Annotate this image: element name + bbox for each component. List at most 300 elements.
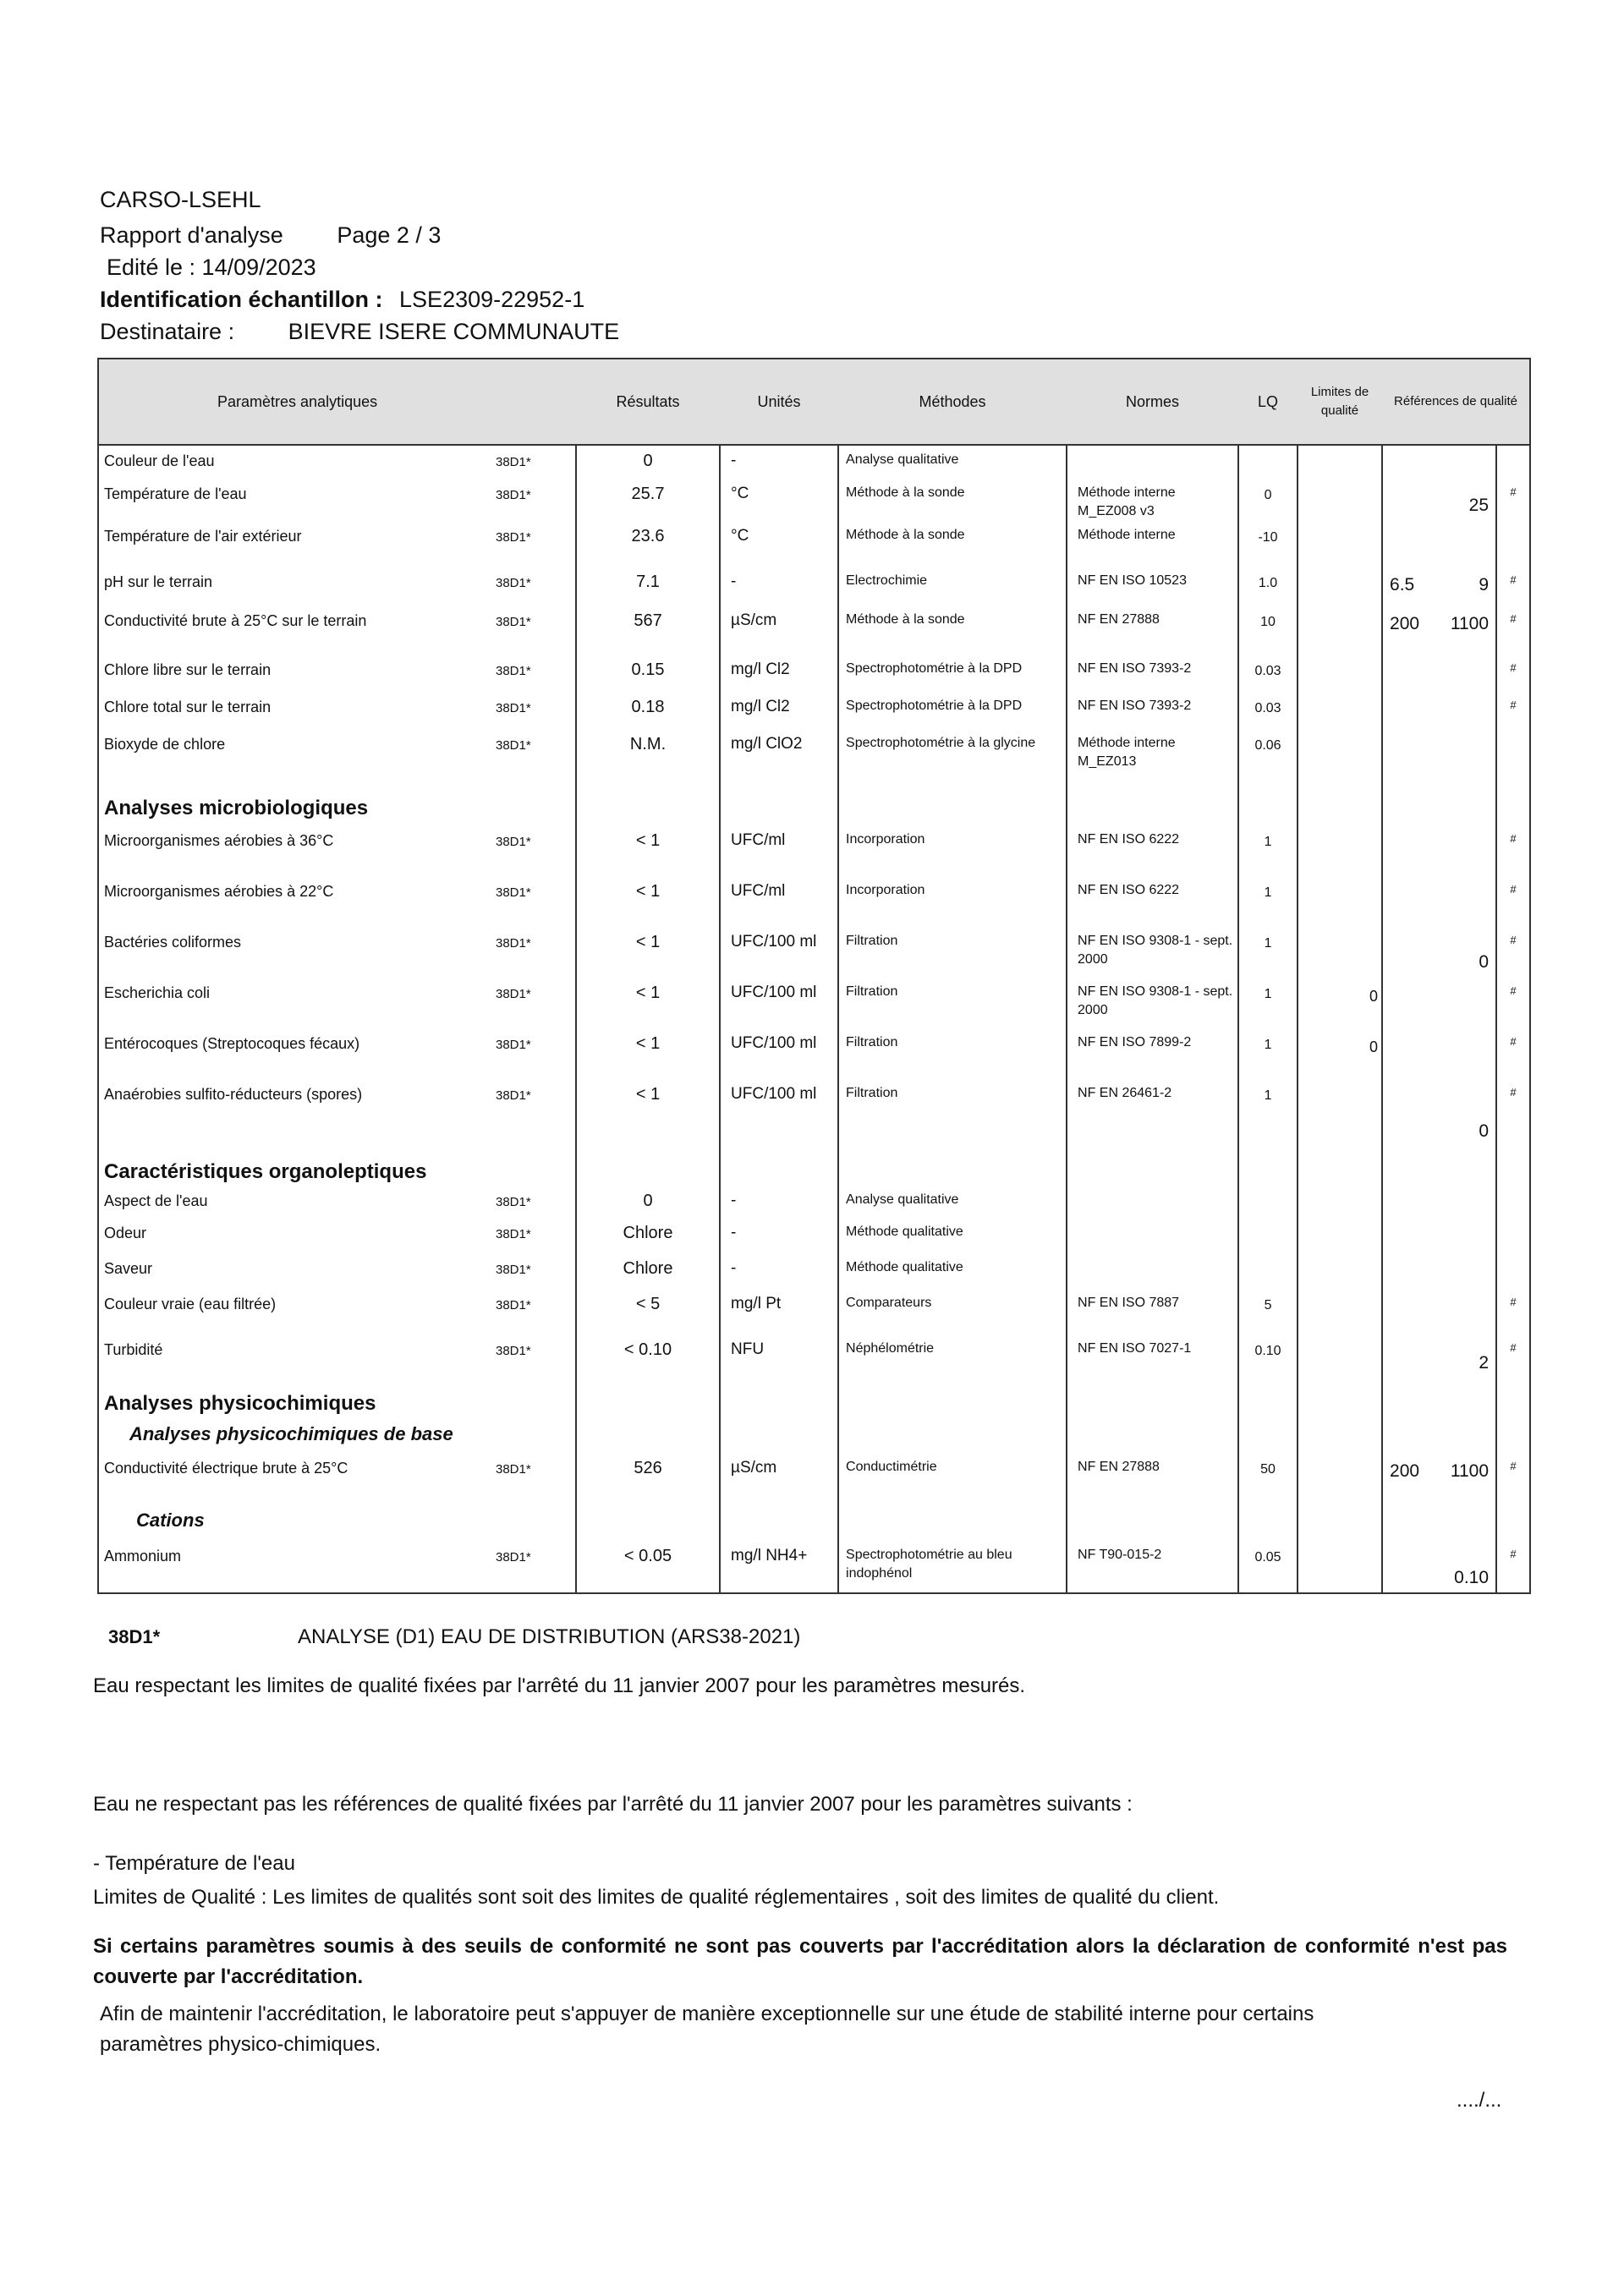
norm: NF EN ISO 7393-2 <box>1067 692 1238 729</box>
empty-cell <box>838 1419 1067 1453</box>
param-name: Saveur <box>98 1253 462 1289</box>
table-row <box>98 1186 1530 1218</box>
empty-cell <box>1382 783 1496 825</box>
empty-cell <box>1238 783 1298 825</box>
table-row <box>98 567 1530 606</box>
norm: NF EN 27888 <box>1067 1453 1238 1509</box>
empty-cell <box>1496 1378 1530 1419</box>
unit: UFC/ml <box>720 876 838 927</box>
quality-reference <box>1382 445 1496 479</box>
result-value: 567 <box>576 606 720 655</box>
param-name: Microorganismes aérobies à 36°C <box>98 825 462 876</box>
empty-cell <box>1067 1378 1238 1419</box>
lq-value: 1 <box>1238 927 1298 978</box>
result-value: 526 <box>576 1453 720 1509</box>
param-name: Microorganismes aérobies à 22°C <box>98 876 462 927</box>
quality-reference <box>1382 606 1496 655</box>
quality-limit <box>1298 1253 1382 1289</box>
reference-range <box>1390 573 1489 597</box>
param-name: Bactéries coliformes <box>98 927 462 978</box>
empty-cell <box>1298 1419 1382 1453</box>
empty-cell <box>1238 1378 1298 1419</box>
quality-reference <box>1382 978 1496 1028</box>
accreditation-mark: # <box>1496 1289 1530 1334</box>
accreditation-mark: # <box>1496 655 1530 692</box>
result-value: 0.15 <box>576 655 720 692</box>
method: Incorporation <box>838 876 1067 927</box>
quality-reference <box>1382 655 1496 692</box>
norm: NF T90-015-2 <box>1067 1541 1238 1593</box>
unit: °C <box>720 479 838 521</box>
table-row <box>98 729 1530 783</box>
quality-reference <box>1382 729 1496 783</box>
norm <box>1067 1186 1238 1218</box>
accreditation-mark: # <box>1496 1079 1530 1147</box>
analysis-code: 38D1* <box>496 455 531 469</box>
empty-cell <box>462 1378 576 1419</box>
method: Spectrophotométrie à la DPD <box>838 692 1067 729</box>
quality-limit <box>1298 692 1382 729</box>
lq-value: 1 <box>1238 978 1298 1028</box>
subsection-title: Cations <box>98 1509 462 1541</box>
norm: NF EN ISO 7899-2 <box>1067 1028 1238 1079</box>
subsection-heading-row <box>98 1419 1530 1453</box>
table-row <box>98 445 1530 479</box>
reference-max: 1100 <box>1450 614 1490 633</box>
method: Analyse qualitative <box>838 445 1067 479</box>
norm: NF EN ISO 10523 <box>1067 567 1238 606</box>
analysis-code: 38D1* <box>496 615 531 629</box>
quality-limit <box>1298 479 1382 521</box>
param-name: Température de l'air extérieur <box>98 521 462 567</box>
unit: UFC/100 ml <box>720 927 838 978</box>
reference-value: 0 <box>1479 952 1490 972</box>
reference-max: 1100 <box>1450 1461 1490 1481</box>
quality-limit <box>1298 1334 1382 1378</box>
norm: NF EN ISO 9308-1 - sept. 2000 <box>1067 978 1238 1028</box>
limits-note: Limites de Qualité : Les limites de qualités sont soit des limites de qualité réglementaires , soit des limites de qualité du client. <box>93 1886 1220 1909</box>
quality-limit <box>1298 445 1382 479</box>
result-value: 7.1 <box>576 567 720 606</box>
quality-reference <box>1382 567 1496 606</box>
table-row <box>98 825 1530 876</box>
unit: - <box>720 1218 838 1253</box>
method: Spectrophotométrie à la DPD <box>838 655 1067 692</box>
col-lq: LQ <box>1238 359 1298 445</box>
reference-value: 0 <box>1479 1121 1490 1141</box>
result-value: < 1 <box>576 1079 720 1147</box>
noncompliance-text: Eau ne respectant pas les références de qualité fixées par l'arrêté du 11 janvier 2007 pour les paramètres suivants : <box>93 1793 1133 1816</box>
result-value: 23.6 <box>576 521 720 567</box>
col-references: Références de qualité <box>1382 359 1530 445</box>
method: Filtration <box>838 978 1067 1028</box>
result-value: 0 <box>576 1186 720 1218</box>
quality-reference <box>1382 479 1496 521</box>
unit: mg/l Cl2 <box>720 692 838 729</box>
sample-id: LSE2309-22952-1 <box>399 287 585 312</box>
method: Méthode qualitative <box>838 1253 1067 1289</box>
empty-cell <box>462 1419 576 1453</box>
param-name: Entérocoques (Streptocoques fécaux) <box>98 1028 462 1079</box>
quality-reference <box>1382 1289 1496 1334</box>
param-name: Escherichia coli <box>98 978 462 1028</box>
reference-value: 2 <box>1479 1353 1490 1373</box>
unit: NFU <box>720 1334 838 1378</box>
param-name: Bioxyde de chlore <box>98 729 462 783</box>
quality-limit <box>1298 521 1382 567</box>
empty-cell <box>838 1147 1067 1186</box>
accreditation-mark: # <box>1496 1453 1530 1509</box>
analysis-code: 38D1* <box>496 1298 531 1312</box>
accreditation-mark <box>1496 1253 1530 1289</box>
empty-cell <box>1382 1147 1496 1186</box>
unit: - <box>720 1253 838 1289</box>
analysis-code: 38D1* <box>462 1541 576 1593</box>
quality-reference <box>1382 692 1496 729</box>
empty-cell <box>1382 1419 1496 1453</box>
quality-reference <box>1382 1218 1496 1253</box>
empty-cell <box>1298 1509 1382 1541</box>
accreditation-mark: # <box>1496 692 1530 729</box>
method: Méthode à la sonde <box>838 606 1067 655</box>
empty-cell <box>576 1419 720 1453</box>
empty-cell <box>576 1378 720 1419</box>
empty-cell <box>462 783 576 825</box>
method: Incorporation <box>838 825 1067 876</box>
empty-cell <box>1067 1419 1238 1453</box>
table-header <box>98 359 1530 445</box>
analysis-code: 38D1* <box>496 885 531 900</box>
stability-note: Afin de maintenir l'accréditation, le laboratoire peut s'appuyer de manière exceptionnelle sur une étude de stabilité interne pour certains paramètres physico-chimiques. <box>100 2003 1314 2056</box>
norm <box>1067 1218 1238 1253</box>
result-value: < 0.10 <box>576 1334 720 1378</box>
unit: UFC/100 ml <box>720 1079 838 1147</box>
result-value: < 1 <box>576 927 720 978</box>
empty-cell <box>1298 1378 1382 1419</box>
table-row <box>98 606 1530 655</box>
sample-label: Identification échantillon : <box>100 287 383 312</box>
accreditation-mark <box>1496 521 1530 567</box>
empty-cell <box>1067 783 1238 825</box>
empty-cell <box>1238 1419 1298 1453</box>
footer-code-desc: ANALYSE (D1) EAU DE DISTRIBUTION (ARS38-2021) <box>298 1625 801 1648</box>
accreditation-mark: # <box>1496 479 1530 521</box>
param-name: Chlore total sur le terrain <box>98 692 462 729</box>
lq-value <box>1238 1186 1298 1218</box>
norm <box>1067 1253 1238 1289</box>
empty-cell <box>838 783 1067 825</box>
norm: NF EN 27888 <box>1067 606 1238 655</box>
unit: µS/cm <box>720 1453 838 1509</box>
table-row <box>98 479 1530 521</box>
quality-reference <box>1382 1028 1496 1079</box>
empty-cell <box>576 1509 720 1541</box>
empty-cell <box>576 783 720 825</box>
continuation-mark: ..../... <box>1457 2089 1502 2112</box>
accreditation-mark <box>1496 1186 1530 1218</box>
analysis-code: 38D1* <box>496 987 531 1001</box>
accreditation-mark: # <box>1496 876 1530 927</box>
lq-value: 0.06 <box>1238 729 1298 783</box>
result-value: Chlore <box>576 1253 720 1289</box>
unit: UFC/100 ml <box>720 978 838 1028</box>
quality-limit <box>1298 606 1382 655</box>
analysis-code: 38D1* <box>496 530 531 545</box>
param-name: Ammonium <box>98 1541 462 1593</box>
lq-value: 1 <box>1238 825 1298 876</box>
lq-value: 1.0 <box>1238 567 1298 606</box>
quality-reference <box>1382 1453 1496 1509</box>
reference-value: 25 <box>1468 496 1490 515</box>
quality-limit <box>1298 825 1382 876</box>
table-row <box>98 876 1530 927</box>
method: Méthode qualitative <box>838 1218 1067 1253</box>
empty-cell <box>720 783 838 825</box>
param-name: Température de l'eau <box>98 479 462 521</box>
accreditation-mark: # <box>1496 1541 1530 1593</box>
table-row <box>98 1028 1530 1079</box>
results-table <box>97 358 1531 1594</box>
quality-limit <box>1298 1289 1382 1334</box>
quality-limit <box>1298 1218 1382 1253</box>
param-name: Chlore libre sur le terrain <box>98 655 462 692</box>
quality-limit <box>1298 876 1382 927</box>
method: Méthode à la sonde <box>838 521 1067 567</box>
subsection-heading-row <box>98 1509 1530 1541</box>
norm: NF EN ISO 7887 <box>1067 1289 1238 1334</box>
lq-value: 1 <box>1238 876 1298 927</box>
quality-reference <box>1382 1334 1496 1378</box>
norm: NF EN ISO 9308-1 - sept. 2000 <box>1067 927 1238 978</box>
reference-min: 200 <box>1390 614 1420 633</box>
quality-limit <box>1298 1079 1382 1147</box>
empty-cell <box>1067 1509 1238 1541</box>
quality-limit <box>1298 927 1382 978</box>
param-name: Conductivité électrique brute à 25°C <box>98 1453 462 1509</box>
lq-value <box>1238 1253 1298 1289</box>
norm: NF EN ISO 7393-2 <box>1067 655 1238 692</box>
result-value: 0 <box>576 445 720 479</box>
table-row <box>98 1541 1530 1593</box>
edit-date: Edité le : 14/09/2023 <box>107 255 316 280</box>
norm: Méthode interne M_EZ013 <box>1067 729 1238 783</box>
param-name: Couleur vraie (eau filtrée) <box>98 1289 462 1334</box>
empty-cell <box>462 1147 576 1186</box>
empty-cell <box>720 1378 838 1419</box>
reference-max: 9 <box>1479 575 1490 595</box>
accreditation-mark <box>1496 1218 1530 1253</box>
unit: - <box>720 445 838 479</box>
lq-value: 0 <box>1238 479 1298 521</box>
method: Analyse qualitative <box>838 1186 1067 1218</box>
recipient <box>100 316 619 347</box>
unit: UFC/100 ml <box>720 1028 838 1079</box>
empty-cell <box>1382 1378 1496 1419</box>
result-value: < 0.05 <box>576 1541 720 1593</box>
quality-limit <box>1298 1453 1382 1509</box>
col-limits: Limites de qualité <box>1298 359 1382 445</box>
unit: - <box>720 1186 838 1218</box>
lq-value <box>1238 1218 1298 1253</box>
norm <box>1067 445 1238 479</box>
accreditation-mark: # <box>1496 978 1530 1028</box>
empty-cell <box>462 1509 576 1541</box>
param-name: pH sur le terrain <box>98 567 462 606</box>
table-row <box>98 1218 1530 1253</box>
accreditation-mark: # <box>1496 927 1530 978</box>
empty-cell <box>1496 1147 1530 1186</box>
analysis-code: 38D1* <box>496 1038 531 1052</box>
empty-cell <box>1238 1147 1298 1186</box>
compliance-text: Eau respectant les limites de qualité fixées par l'arrêté du 11 janvier 2007 pour les paramètres mesurés. <box>93 1674 1026 1697</box>
lq-value: 0.10 <box>1238 1334 1298 1378</box>
analysis-code: 38D1* <box>496 1195 531 1209</box>
empty-cell <box>838 1378 1067 1419</box>
result-value: < 1 <box>576 876 720 927</box>
lq-value: 10 <box>1238 606 1298 655</box>
table-row <box>98 1253 1530 1289</box>
table-row <box>98 1289 1530 1334</box>
table-row <box>98 978 1530 1028</box>
unit: °C <box>720 521 838 567</box>
lq-value <box>1238 445 1298 479</box>
lq-value: 1 <box>1238 1028 1298 1079</box>
col-methods: Méthodes <box>838 359 1067 445</box>
param-name: Aspect de l'eau <box>98 1186 462 1218</box>
accreditation-mark <box>1496 729 1530 783</box>
empty-cell <box>1298 1147 1382 1186</box>
reference-range <box>1390 612 1489 636</box>
unit: mg/l ClO2 <box>720 729 838 783</box>
norm: NF EN ISO 6222 <box>1067 876 1238 927</box>
lq-value: 5 <box>1238 1289 1298 1334</box>
quality-reference <box>1382 927 1496 978</box>
norm: NF EN ISO 7027-1 <box>1067 1334 1238 1378</box>
footer-code: 38D1* <box>108 1626 161 1647</box>
lab-name: CARSO-LSEHL <box>100 187 261 212</box>
method: Néphélométrie <box>838 1334 1067 1378</box>
section-heading-row <box>98 1378 1530 1419</box>
recipient-label: Destinataire : <box>100 319 235 344</box>
table-row <box>98 927 1530 978</box>
unit: mg/l NH4+ <box>720 1541 838 1593</box>
reference-min: 200 <box>1390 1461 1420 1481</box>
method: Spectrophotométrie à la glycine <box>838 729 1067 783</box>
accreditation-mark: # <box>1496 567 1530 606</box>
analysis-code: 38D1* <box>496 701 531 715</box>
lq-value: 0.03 <box>1238 655 1298 692</box>
norm: Méthode interne <box>1067 521 1238 567</box>
param-name: Couleur de l'eau <box>98 445 462 479</box>
lq-value: -10 <box>1238 521 1298 567</box>
lq-value: 0.03 <box>1238 692 1298 729</box>
norm: NF EN 26461-2 <box>1067 1079 1238 1147</box>
table-row <box>98 655 1530 692</box>
result-value: < 1 <box>576 825 720 876</box>
norm: NF EN ISO 6222 <box>1067 825 1238 876</box>
accreditation-mark: # <box>1496 606 1530 655</box>
quality-reference <box>1382 521 1496 567</box>
analysis-code: 38D1* <box>496 1462 531 1477</box>
result-value: Chlore <box>576 1218 720 1253</box>
page-number: Page 2 / 3 <box>337 222 442 248</box>
analysis-code: 38D1* <box>496 488 531 502</box>
section-title: Analyses physicochimiques <box>98 1378 462 1419</box>
unit: - <box>720 567 838 606</box>
quality-limit <box>1298 1186 1382 1218</box>
empty-cell <box>720 1147 838 1186</box>
method: Conductimétrie <box>838 1453 1067 1509</box>
analysis-code: 38D1* <box>496 1227 531 1241</box>
result-value: 25.7 <box>576 479 720 521</box>
analysis-code: 38D1* <box>496 664 531 678</box>
empty-cell <box>1067 1147 1238 1186</box>
empty-cell <box>1496 1419 1530 1453</box>
quality-reference <box>1382 1541 1496 1593</box>
empty-cell <box>1496 1509 1530 1541</box>
lq-value: 1 <box>1238 1079 1298 1147</box>
empty-cell <box>720 1419 838 1453</box>
method: Filtration <box>838 1079 1067 1147</box>
subsection-title: Analyses physicochimiques de base <box>98 1419 462 1453</box>
analysis-code: 38D1* <box>496 936 531 951</box>
col-params: Paramètres analytiques <box>98 359 576 445</box>
quality-limit <box>1298 655 1382 692</box>
accreditation-mark: # <box>1496 825 1530 876</box>
result-value: 0.18 <box>576 692 720 729</box>
analysis-code: 38D1* <box>496 1088 531 1103</box>
method: Méthode à la sonde <box>838 479 1067 521</box>
table-row <box>98 1334 1530 1378</box>
accreditation-mark: # <box>1496 1028 1530 1079</box>
reference-min: 6.5 <box>1390 575 1415 595</box>
quality-reference <box>1382 825 1496 876</box>
empty-cell <box>1496 783 1530 825</box>
unit: UFC/ml <box>720 825 838 876</box>
empty-cell <box>720 1509 838 1541</box>
param-name: Conductivité brute à 25°C sur le terrain <box>98 606 462 655</box>
section-heading-row <box>98 783 1530 825</box>
empty-cell <box>1298 783 1382 825</box>
col-norms: Normes <box>1067 359 1238 445</box>
accreditation-mark <box>1496 445 1530 479</box>
accreditation-mark: # <box>1496 1334 1530 1378</box>
unit: mg/l Cl2 <box>720 655 838 692</box>
lq-value: 0.05 <box>1238 1541 1298 1593</box>
reference-range <box>1390 1460 1489 1483</box>
table-row <box>98 692 1530 729</box>
quality-limit <box>1298 729 1382 783</box>
unit: µS/cm <box>720 606 838 655</box>
param-name: Odeur <box>98 1218 462 1253</box>
table-row <box>98 1079 1530 1147</box>
report-label: Rapport d'analyse <box>100 222 283 248</box>
table-row <box>98 1453 1530 1509</box>
param-name: Anaérobies sulfito-réducteurs (spores) <box>98 1079 462 1147</box>
empty-cell <box>1238 1509 1298 1541</box>
quality-reference <box>1382 1186 1496 1218</box>
quality-limit <box>1298 567 1382 606</box>
section-heading-row <box>98 1147 1530 1186</box>
param-name: Turbidité <box>98 1334 462 1378</box>
noncompliant-param: - Température de l'eau <box>93 1852 295 1875</box>
result-value: < 1 <box>576 1028 720 1079</box>
result-value: N.M. <box>576 729 720 783</box>
recipient-name: BIEVRE ISERE COMMUNAUTE <box>288 319 620 344</box>
accreditation-note: Si certains paramètres soumis à des seuils de conformité ne sont pas couverts par l'accréditation alors la déclaration de conformité n'est pas couverte par l'accréditation. <box>93 1935 1507 1988</box>
analysis-code: 38D1* <box>496 576 531 590</box>
empty-cell <box>1382 1509 1496 1541</box>
